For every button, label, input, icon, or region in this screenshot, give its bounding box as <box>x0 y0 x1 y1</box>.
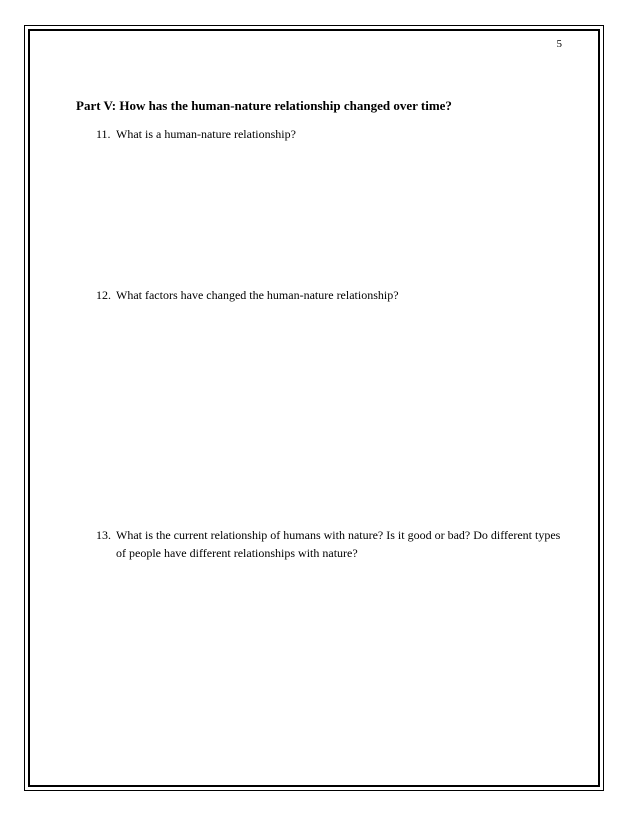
question-number: 12. <box>96 288 111 302</box>
section-heading: Part V: How has the human-nature relationship changed over time? <box>76 98 452 113</box>
question-13 <box>96 526 566 562</box>
question-number: 11. <box>96 127 111 141</box>
question-text: What is a human-nature relationship? <box>116 127 296 141</box>
question-text: What is the current relationship of humans with nature? Is it good or bad? Do different types of people have different relationships with nature? <box>116 528 561 560</box>
question-11 <box>96 125 566 143</box>
question-12 <box>96 286 566 304</box>
question-text: What factors have changed the human-nature relationship? <box>116 288 399 302</box>
question-number: 13. <box>96 528 111 542</box>
page-number: 5 <box>556 38 562 50</box>
